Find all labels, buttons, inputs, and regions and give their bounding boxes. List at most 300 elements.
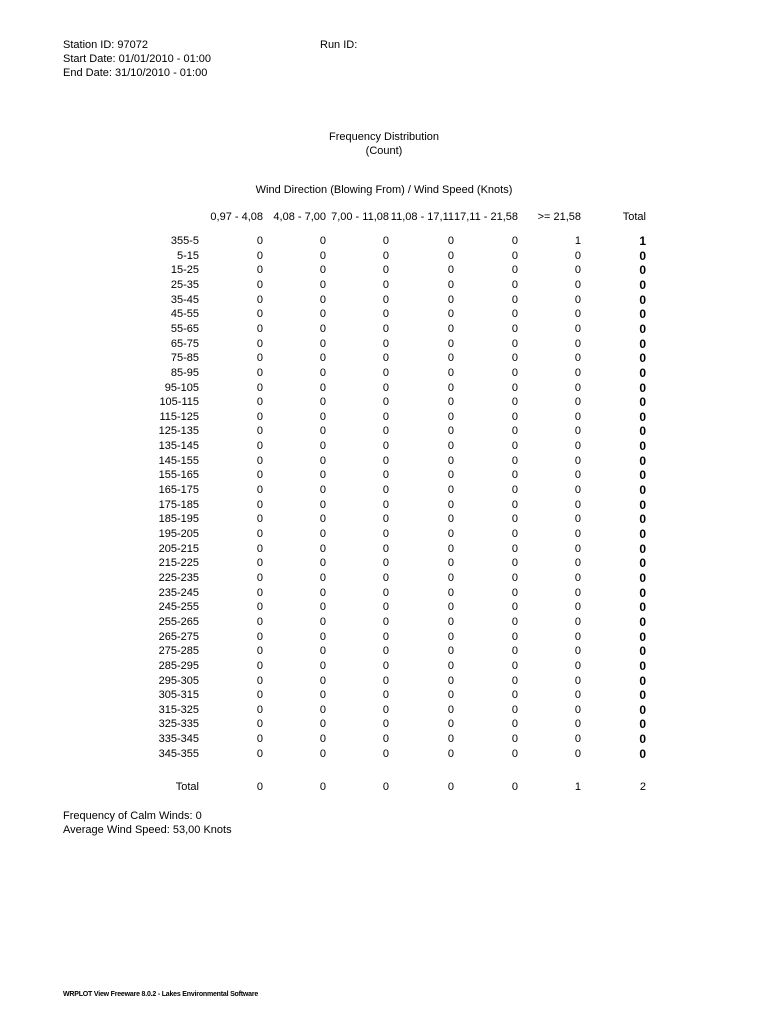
table-cell: 0 <box>447 572 454 584</box>
table-cell: 0 <box>319 382 326 394</box>
table-cell: 0 <box>382 631 389 643</box>
table-cell: 0 <box>511 382 518 394</box>
table-cell: 0 <box>256 455 263 467</box>
table-cell: 0 <box>447 645 454 657</box>
table-cell: 0 <box>574 264 581 276</box>
table-cell: 0 <box>382 484 389 496</box>
table-cell: 0 <box>574 382 581 394</box>
column-header: 17,11 - 21,58 <box>453 211 518 223</box>
table-cell: 0 <box>382 294 389 306</box>
row-total: 0 <box>639 322 646 336</box>
row-direction: 355-5 <box>170 235 199 247</box>
row-total: 0 <box>639 600 646 614</box>
table-cell: 0 <box>447 631 454 643</box>
table-cell: 0 <box>511 631 518 643</box>
row-direction: 95-105 <box>164 382 199 394</box>
row-direction: 195-205 <box>158 528 199 540</box>
table-cell: 0 <box>574 718 581 730</box>
row-direction: 25-35 <box>170 279 199 291</box>
row-direction: 115-125 <box>159 411 199 423</box>
table-cell: 0 <box>574 469 581 481</box>
table-cell: 0 <box>382 382 389 394</box>
table-cell: 0 <box>447 733 454 745</box>
table-cell: 0 <box>574 440 581 452</box>
table-cell: 0 <box>319 338 326 350</box>
table-cell: 0 <box>256 733 263 745</box>
table-cell: 0 <box>447 294 454 306</box>
table-cell: 0 <box>256 572 263 584</box>
table-cell: 0 <box>574 689 581 701</box>
table-cell: 0 <box>511 528 518 540</box>
table-cell: 0 <box>319 528 326 540</box>
table-cell: 0 <box>256 484 263 496</box>
column-total: 0 <box>256 781 263 793</box>
table-cell: 0 <box>382 645 389 657</box>
table-cell: 0 <box>574 396 581 408</box>
column-header: 0,97 - 4,08 <box>210 211 263 223</box>
table-cell: 0 <box>319 396 326 408</box>
table-cell: 0 <box>382 425 389 437</box>
row-total: 0 <box>639 615 646 629</box>
row-total: 0 <box>639 454 646 468</box>
table-cell: 0 <box>511 660 518 672</box>
table-cell: 0 <box>511 440 518 452</box>
table-cell: 0 <box>511 704 518 716</box>
row-total: 0 <box>639 351 646 365</box>
table-cell: 0 <box>574 425 581 437</box>
table-cell: 0 <box>447 616 454 628</box>
table-cell: 0 <box>574 338 581 350</box>
end-date: End Date: 31/10/2010 - 01:00 <box>63 67 208 79</box>
table-cell: 0 <box>447 440 454 452</box>
table-cell: 0 <box>382 411 389 423</box>
table-cell: 0 <box>511 367 518 379</box>
table-cell: 0 <box>382 748 389 760</box>
table-cell: 0 <box>319 279 326 291</box>
row-direction: 145-155 <box>158 455 199 467</box>
table-cell: 0 <box>574 557 581 569</box>
table-cell: 0 <box>382 557 389 569</box>
table-cell: 0 <box>447 382 454 394</box>
table-cell: 0 <box>256 601 263 613</box>
table-cell: 0 <box>319 455 326 467</box>
table-cell: 0 <box>447 689 454 701</box>
column-total: 1 <box>574 781 581 793</box>
table-cell: 0 <box>256 645 263 657</box>
row-total: 0 <box>639 703 646 717</box>
table-cell: 0 <box>382 543 389 555</box>
table-cell: 0 <box>382 689 389 701</box>
table-cell: 0 <box>382 455 389 467</box>
table-cell: 0 <box>319 308 326 320</box>
table-cell: 0 <box>256 264 263 276</box>
table-cell: 0 <box>447 528 454 540</box>
table-cell: 0 <box>319 557 326 569</box>
table-cell: 0 <box>319 601 326 613</box>
table-cell: 0 <box>511 601 518 613</box>
table-cell: 0 <box>256 718 263 730</box>
row-direction: 85-95 <box>170 367 199 379</box>
table-cell: 0 <box>511 323 518 335</box>
table-cell: 0 <box>382 338 389 350</box>
column-header: 4,08 - 7,00 <box>273 211 326 223</box>
table-cell: 0 <box>574 733 581 745</box>
table-cell: 0 <box>574 367 581 379</box>
table-cell: 0 <box>319 411 326 423</box>
table-cell: 0 <box>319 367 326 379</box>
table-cell: 0 <box>574 323 581 335</box>
summary-stats <box>63 809 232 837</box>
table-cell: 0 <box>511 572 518 584</box>
row-direction: 215-225 <box>158 557 199 569</box>
report-title <box>0 130 768 158</box>
row-total: 0 <box>639 644 646 658</box>
table-cell: 0 <box>574 543 581 555</box>
report-header <box>63 38 211 80</box>
table-cell: 0 <box>319 616 326 628</box>
station-id: Station ID: 97072 <box>63 39 149 51</box>
row-direction: 325-335 <box>158 718 199 730</box>
row-direction: 5-15 <box>176 250 199 262</box>
table-cell: 0 <box>511 543 518 555</box>
table-cell: 0 <box>319 499 326 511</box>
table-cell: 0 <box>256 440 263 452</box>
table-cell: 0 <box>382 499 389 511</box>
table-cell: 0 <box>511 235 518 247</box>
table-cell: 1 <box>574 235 581 247</box>
table-cell: 0 <box>256 660 263 672</box>
table-cell: 0 <box>382 323 389 335</box>
run-id: Run ID: <box>320 39 358 51</box>
row-total: 0 <box>639 674 646 688</box>
table-cell: 0 <box>511 645 518 657</box>
row-total: 0 <box>639 659 646 673</box>
table-cell: 0 <box>256 425 263 437</box>
column-header: >= 21,58 <box>537 211 581 223</box>
table-cell: 0 <box>447 235 454 247</box>
table-cell: 0 <box>511 264 518 276</box>
table-cell: 0 <box>319 660 326 672</box>
table-cell: 0 <box>511 411 518 423</box>
row-total: 0 <box>639 483 646 497</box>
row-direction: 295-305 <box>158 675 199 687</box>
row-total: 0 <box>639 556 646 570</box>
table-cell: 0 <box>511 748 518 760</box>
table-cell: 0 <box>382 513 389 525</box>
table-cell: 0 <box>256 499 263 511</box>
table-cell: 0 <box>574 294 581 306</box>
table-cell: 0 <box>574 528 581 540</box>
table-cell: 0 <box>382 572 389 584</box>
table-cell: 0 <box>256 616 263 628</box>
row-direction: 65-75 <box>170 338 199 350</box>
table-cell: 0 <box>319 235 326 247</box>
table-cell: 0 <box>319 469 326 481</box>
table-cell: 0 <box>319 631 326 643</box>
table-cell: 0 <box>256 323 263 335</box>
table-cell: 0 <box>319 440 326 452</box>
column-total: 0 <box>319 781 326 793</box>
table-cell: 0 <box>511 733 518 745</box>
table-cell: 0 <box>447 425 454 437</box>
table-cell: 0 <box>574 704 581 716</box>
table-cell: 0 <box>511 308 518 320</box>
table-cell: 0 <box>319 250 326 262</box>
table-cell: 0 <box>382 601 389 613</box>
table-cell: 0 <box>319 675 326 687</box>
table-cell: 0 <box>319 264 326 276</box>
table-cell: 0 <box>447 718 454 730</box>
table-cell: 0 <box>511 396 518 408</box>
table-cell: 0 <box>319 748 326 760</box>
table-cell: 0 <box>319 513 326 525</box>
table-cell: 0 <box>574 513 581 525</box>
table-cell: 0 <box>511 469 518 481</box>
table-subtitle: Wind Direction (Blowing From) / Wind Speed (Knots) <box>255 184 513 196</box>
row-direction: 345-355 <box>158 748 199 760</box>
table-cell: 0 <box>447 338 454 350</box>
row-direction: 225-235 <box>158 572 199 584</box>
table-cell: 0 <box>382 616 389 628</box>
table-cell: 0 <box>574 645 581 657</box>
table-cell: 0 <box>319 704 326 716</box>
software-footer: WRPLOT View Freeware 8.0.2 - Lakes Environmental Software <box>63 991 259 998</box>
table-cell: 0 <box>382 733 389 745</box>
table-cell: 0 <box>256 528 263 540</box>
row-direction: 135-145 <box>158 440 199 452</box>
table-cell: 0 <box>319 352 326 364</box>
row-total: 0 <box>639 263 646 277</box>
row-direction: 105-115 <box>159 396 199 408</box>
table-cell: 0 <box>574 499 581 511</box>
table-cell: 0 <box>382 528 389 540</box>
column-header: 11,08 - 17,11 <box>390 211 454 223</box>
average-wind-speed: Average Wind Speed: 53,00 Knots <box>63 824 232 836</box>
table-cell: 0 <box>511 484 518 496</box>
table-cell: 0 <box>447 748 454 760</box>
table-cell: 0 <box>256 382 263 394</box>
table-cell: 0 <box>256 250 263 262</box>
row-total: 0 <box>639 747 646 761</box>
row-direction: 305-315 <box>158 689 199 701</box>
row-total: 0 <box>639 381 646 395</box>
row-direction: 245-255 <box>158 601 199 613</box>
table-cell: 0 <box>574 455 581 467</box>
table-cell: 0 <box>256 704 263 716</box>
table-cell: 0 <box>447 499 454 511</box>
table-cell: 0 <box>382 718 389 730</box>
row-direction: 255-265 <box>158 616 199 628</box>
row-direction: 155-165 <box>158 469 199 481</box>
table-cell: 0 <box>574 660 581 672</box>
table-cell: 0 <box>574 484 581 496</box>
row-direction: 185-195 <box>158 513 199 525</box>
table-cell: 0 <box>511 499 518 511</box>
table-cell: 0 <box>447 469 454 481</box>
table-cell: 0 <box>447 352 454 364</box>
table-cell: 0 <box>382 440 389 452</box>
row-direction: 285-295 <box>158 660 199 672</box>
table-cell: 0 <box>447 367 454 379</box>
table-cell: 0 <box>319 718 326 730</box>
table-cell: 0 <box>256 543 263 555</box>
table-cell: 0 <box>382 396 389 408</box>
table-cell: 0 <box>256 689 263 701</box>
table-cell: 0 <box>574 601 581 613</box>
table-cell: 0 <box>256 279 263 291</box>
table-cell: 0 <box>447 587 454 599</box>
row-direction: 125-135 <box>158 425 199 437</box>
row-direction: 55-65 <box>170 323 199 335</box>
row-direction: 265-275 <box>158 631 199 643</box>
report-title-text: Frequency Distribution <box>328 131 440 143</box>
table-cell: 0 <box>511 279 518 291</box>
table-cell: 0 <box>511 250 518 262</box>
table-cell: 0 <box>447 513 454 525</box>
grand-total: 2 <box>639 781 646 793</box>
table-cell: 0 <box>511 513 518 525</box>
row-direction: 15-25 <box>170 264 199 276</box>
table-cell: 0 <box>574 250 581 262</box>
row-total: 0 <box>639 410 646 424</box>
row-direction: 45-55 <box>170 308 199 320</box>
row-direction: 205-215 <box>158 543 199 555</box>
table-cell: 0 <box>511 425 518 437</box>
table-cell: 0 <box>382 235 389 247</box>
table-cell: 0 <box>574 308 581 320</box>
table-cell: 0 <box>382 675 389 687</box>
table-cell: 0 <box>511 557 518 569</box>
report-unit: (Count) <box>365 145 403 157</box>
row-total: 0 <box>639 249 646 263</box>
row-total: 0 <box>639 571 646 585</box>
table-cell: 0 <box>256 411 263 423</box>
table-cell: 0 <box>382 469 389 481</box>
table-cell: 0 <box>574 352 581 364</box>
table-cell: 0 <box>574 616 581 628</box>
row-total: 0 <box>639 439 646 453</box>
table-cell: 0 <box>382 587 389 599</box>
table-cell: 0 <box>511 718 518 730</box>
table-cell: 0 <box>382 250 389 262</box>
row-total: 0 <box>639 586 646 600</box>
table-cell: 0 <box>319 543 326 555</box>
start-date: Start Date: 01/01/2010 - 01:00 <box>63 53 211 65</box>
table-cell: 0 <box>447 601 454 613</box>
table-cell: 0 <box>447 704 454 716</box>
row-direction: 75-85 <box>170 352 199 364</box>
table-cell: 0 <box>256 367 263 379</box>
row-total: 0 <box>639 498 646 512</box>
row-total: 0 <box>639 542 646 556</box>
table-cell: 0 <box>319 484 326 496</box>
table-cell: 0 <box>319 572 326 584</box>
table-cell: 0 <box>574 675 581 687</box>
table-cell: 0 <box>447 484 454 496</box>
table-cell: 0 <box>319 689 326 701</box>
table-cell: 0 <box>574 631 581 643</box>
calm-winds: Frequency of Calm Winds: 0 <box>63 810 202 822</box>
table-cell: 0 <box>319 645 326 657</box>
table-cell: 0 <box>447 557 454 569</box>
table-cell: 0 <box>574 411 581 423</box>
table-cell: 0 <box>382 279 389 291</box>
table-cell: 0 <box>256 396 263 408</box>
table-cell: 0 <box>382 352 389 364</box>
row-total: 0 <box>639 395 646 409</box>
row-direction: 235-245 <box>158 587 199 599</box>
row-total: 1 <box>639 234 646 248</box>
table-cell: 0 <box>511 294 518 306</box>
row-total: 0 <box>639 688 646 702</box>
table-cell: 0 <box>574 748 581 760</box>
table-cell: 0 <box>447 250 454 262</box>
table-cell: 0 <box>319 294 326 306</box>
table-cell: 0 <box>511 689 518 701</box>
row-direction: 175-185 <box>158 499 199 511</box>
column-header: 7,00 - 11,08 <box>331 211 389 223</box>
column-total: 0 <box>447 781 454 793</box>
row-total: 0 <box>639 293 646 307</box>
table-cell: 0 <box>382 264 389 276</box>
row-total: 0 <box>639 527 646 541</box>
row-total: 0 <box>639 512 646 526</box>
row-total: 0 <box>639 307 646 321</box>
row-total: 0 <box>639 468 646 482</box>
table-cell: 0 <box>382 367 389 379</box>
table-cell: 0 <box>511 455 518 467</box>
row-total: 0 <box>639 337 646 351</box>
row-total: 0 <box>639 424 646 438</box>
table-cell: 0 <box>447 396 454 408</box>
table-cell: 0 <box>256 308 263 320</box>
table-cell: 0 <box>256 587 263 599</box>
row-total: 0 <box>639 278 646 292</box>
row-direction: 165-175 <box>158 484 199 496</box>
table-cell: 0 <box>256 631 263 643</box>
row-total: 0 <box>639 630 646 644</box>
table-cell: 0 <box>574 279 581 291</box>
table-cell: 0 <box>511 352 518 364</box>
table-cell: 0 <box>256 235 263 247</box>
table-cell: 0 <box>382 704 389 716</box>
table-cell: 0 <box>256 557 263 569</box>
table-cell: 0 <box>382 308 389 320</box>
table-cell: 0 <box>447 675 454 687</box>
row-total: 0 <box>639 366 646 380</box>
column-total: 0 <box>382 781 389 793</box>
totals-label: Total <box>175 781 199 793</box>
table-cell: 0 <box>574 572 581 584</box>
table-cell: 0 <box>511 587 518 599</box>
table-cell: 0 <box>256 294 263 306</box>
table-cell: 0 <box>511 338 518 350</box>
row-direction: 315-325 <box>158 704 199 716</box>
table-cell: 0 <box>447 308 454 320</box>
table-cell: 0 <box>256 513 263 525</box>
row-direction: 275-285 <box>158 645 199 657</box>
row-total: 0 <box>639 717 646 731</box>
table-cell: 0 <box>256 675 263 687</box>
table-cell: 0 <box>447 543 454 555</box>
table-cell: 0 <box>256 338 263 350</box>
row-direction: 335-345 <box>158 733 199 745</box>
table-cell: 0 <box>256 352 263 364</box>
table-cell: 0 <box>447 264 454 276</box>
table-cell: 0 <box>319 323 326 335</box>
table-cell: 0 <box>256 748 263 760</box>
table-cell: 0 <box>574 587 581 599</box>
